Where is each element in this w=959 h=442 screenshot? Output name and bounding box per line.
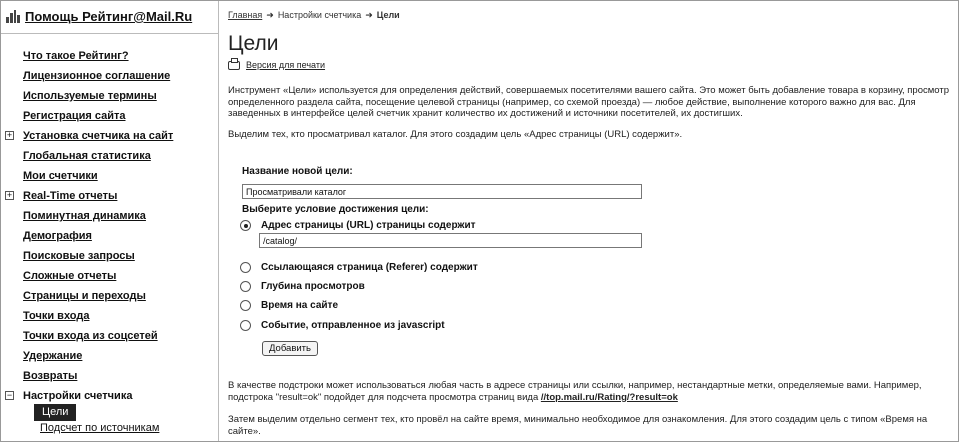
radio-js-event[interactable] bbox=[240, 320, 445, 331]
sidebar-item[interactable] bbox=[1, 46, 218, 66]
radio-button[interactable] bbox=[240, 320, 251, 331]
sidebar-item-label[interactable]: Лицензионное соглашение bbox=[23, 70, 171, 82]
sidebar-item[interactable] bbox=[1, 166, 218, 186]
radio-url-label: Адрес страницы (URL) страницы содержит bbox=[261, 220, 476, 231]
expand-icon[interactable]: + bbox=[6, 130, 13, 140]
sidebar-item-label[interactable]: Точки входа bbox=[23, 310, 90, 322]
radio-button[interactable] bbox=[240, 262, 251, 273]
sidebar-item-label[interactable]: Точки входа из соцсетей bbox=[23, 330, 158, 342]
sidebar-item-label[interactable]: Поминутная динамика bbox=[23, 210, 146, 222]
sidebar-item[interactable] bbox=[1, 106, 218, 126]
sidebar-divider bbox=[1, 33, 218, 34]
sidebar-item[interactable] bbox=[1, 306, 218, 326]
sidebar-item-label[interactable]: Real-Time отчеты bbox=[23, 190, 118, 202]
radio-label: Ссылающаяся страница (Referer) содержит bbox=[261, 262, 478, 273]
sidebar-nav bbox=[1, 46, 218, 406]
sidebar-item[interactable] bbox=[1, 346, 218, 366]
sidebar-item-label[interactable]: Установка счетчика на сайт bbox=[23, 130, 174, 142]
page-title: Цели bbox=[228, 32, 279, 55]
sidebar-item-label[interactable]: Страницы и переходы bbox=[23, 290, 146, 302]
sidebar-item-label[interactable]: Глобальная статистика bbox=[23, 150, 151, 162]
sidebar-item[interactable] bbox=[1, 206, 218, 226]
breadcrumb bbox=[228, 10, 400, 21]
sidebar-item[interactable] bbox=[1, 86, 218, 106]
radio-button[interactable] bbox=[240, 281, 251, 292]
sidebar-item-label[interactable]: Что такое Рейтинг? bbox=[23, 50, 129, 62]
sidebar-header[interactable] bbox=[6, 9, 192, 24]
radio-label: Время на сайте bbox=[261, 300, 339, 311]
breadcrumb-parent[interactable]: Настройки счетчика bbox=[277, 10, 362, 20]
sidebar-item[interactable] bbox=[1, 66, 218, 86]
sidebar-item[interactable] bbox=[1, 126, 218, 146]
sidebar-item[interactable] bbox=[1, 186, 218, 206]
radio-button[interactable] bbox=[240, 300, 251, 311]
goal-name-input[interactable] bbox=[242, 184, 642, 199]
url-input[interactable] bbox=[259, 233, 642, 248]
sidebar-item-label[interactable]: Мои счетчики bbox=[23, 170, 98, 182]
goal-name-label: Название новой цели: bbox=[242, 166, 353, 177]
substring-note bbox=[228, 380, 953, 403]
sidebar-item-label[interactable]: Настройки счетчика bbox=[23, 390, 133, 402]
sidebar-subitem-sources[interactable]: Подсчет по источникам bbox=[40, 422, 160, 434]
sidebar-item-label[interactable]: Возвраты bbox=[23, 370, 78, 382]
radio-time-on-site[interactable] bbox=[240, 300, 338, 311]
sidebar-item[interactable] bbox=[1, 326, 218, 346]
sidebar-item-settings[interactable] bbox=[1, 386, 218, 406]
collapse-icon[interactable]: − bbox=[6, 390, 13, 400]
rating-bars-icon bbox=[6, 10, 20, 23]
breadcrumb-current: Цели bbox=[376, 10, 400, 20]
substring-note-text: В качестве подстроки может использоваться любая часть в адресе страницы или ссылки, например, нестандартные метки, определяемые вами. Например, подстрока "result=ok" подойдет для подсчета просмотра страниц вида bbox=[228, 380, 922, 403]
printer-icon[interactable] bbox=[228, 61, 240, 70]
sidebar-title[interactable]: Помощь Рейтинг@Mail.Ru bbox=[25, 9, 193, 24]
sidebar-item-label[interactable]: Поисковые запросы bbox=[23, 250, 135, 262]
radio-referer[interactable] bbox=[240, 262, 478, 273]
condition-label: Выберите условие достижения цели: bbox=[242, 204, 429, 215]
add-goal-button[interactable]: Добавить bbox=[262, 341, 318, 356]
example-url-link[interactable]: //top.mail.ru/Rating/?result=ok bbox=[540, 391, 678, 403]
sidebar-item[interactable] bbox=[1, 366, 218, 386]
radio-label: Глубина просмотров bbox=[261, 281, 365, 292]
intro-text: Инструмент «Цели» используется для определения действий, совершаемых посетителями вашего сайта. Это может быть добавление товара в корзину, просмотр определенного раздела сайта, посещение целевой страницы (например, со схемой проезда) — любое действие, выполнение которого важно для вас. Для заведенных в интерфейсе целей счетчик хранит количество их достижений и источники посетителей, их достигших. bbox=[228, 85, 949, 119]
print-version[interactable] bbox=[228, 60, 325, 70]
sidebar-item[interactable] bbox=[1, 286, 218, 306]
radio-url-contains[interactable] bbox=[240, 220, 476, 231]
sidebar-item-label[interactable]: Сложные отчеты bbox=[23, 270, 117, 282]
radio-label: Событие, отправленное из javascript bbox=[261, 320, 445, 331]
expand-icon[interactable]: + bbox=[6, 190, 13, 200]
breadcrumb-home[interactable]: Главная bbox=[228, 10, 263, 20]
sidebar bbox=[1, 1, 219, 441]
sidebar-item-label[interactable]: Удержание bbox=[23, 350, 83, 362]
radio-button-selected[interactable] bbox=[240, 220, 251, 231]
outro-text: Затем выделим отдельно сегмент тех, кто провёл на сайте время, минимально необходимое для ознакомления. Для этого создадим цель с типом «Время на сайте». bbox=[228, 414, 928, 437]
sidebar-item[interactable] bbox=[1, 226, 218, 246]
example-text: Выделим тех, кто просматривал каталог. Для этого создадим цель «Адрес страницы (URL) содержит». bbox=[228, 129, 683, 140]
radio-depth[interactable] bbox=[240, 281, 365, 292]
sidebar-item[interactable] bbox=[1, 266, 218, 286]
breadcrumb-arrow-icon: ➜ bbox=[266, 10, 274, 20]
print-version-link[interactable]: Версия для печати bbox=[246, 60, 326, 70]
sidebar-item-label[interactable]: Используемые термины bbox=[23, 90, 157, 102]
sidebar-subitem-goals-active[interactable]: Цели bbox=[34, 404, 76, 421]
sidebar-item[interactable] bbox=[1, 246, 218, 266]
sidebar-item[interactable] bbox=[1, 146, 218, 166]
sidebar-item-label[interactable]: Регистрация сайта bbox=[23, 110, 126, 122]
sidebar-item-label[interactable]: Демография bbox=[23, 230, 92, 242]
breadcrumb-arrow-icon: ➜ bbox=[365, 10, 373, 20]
